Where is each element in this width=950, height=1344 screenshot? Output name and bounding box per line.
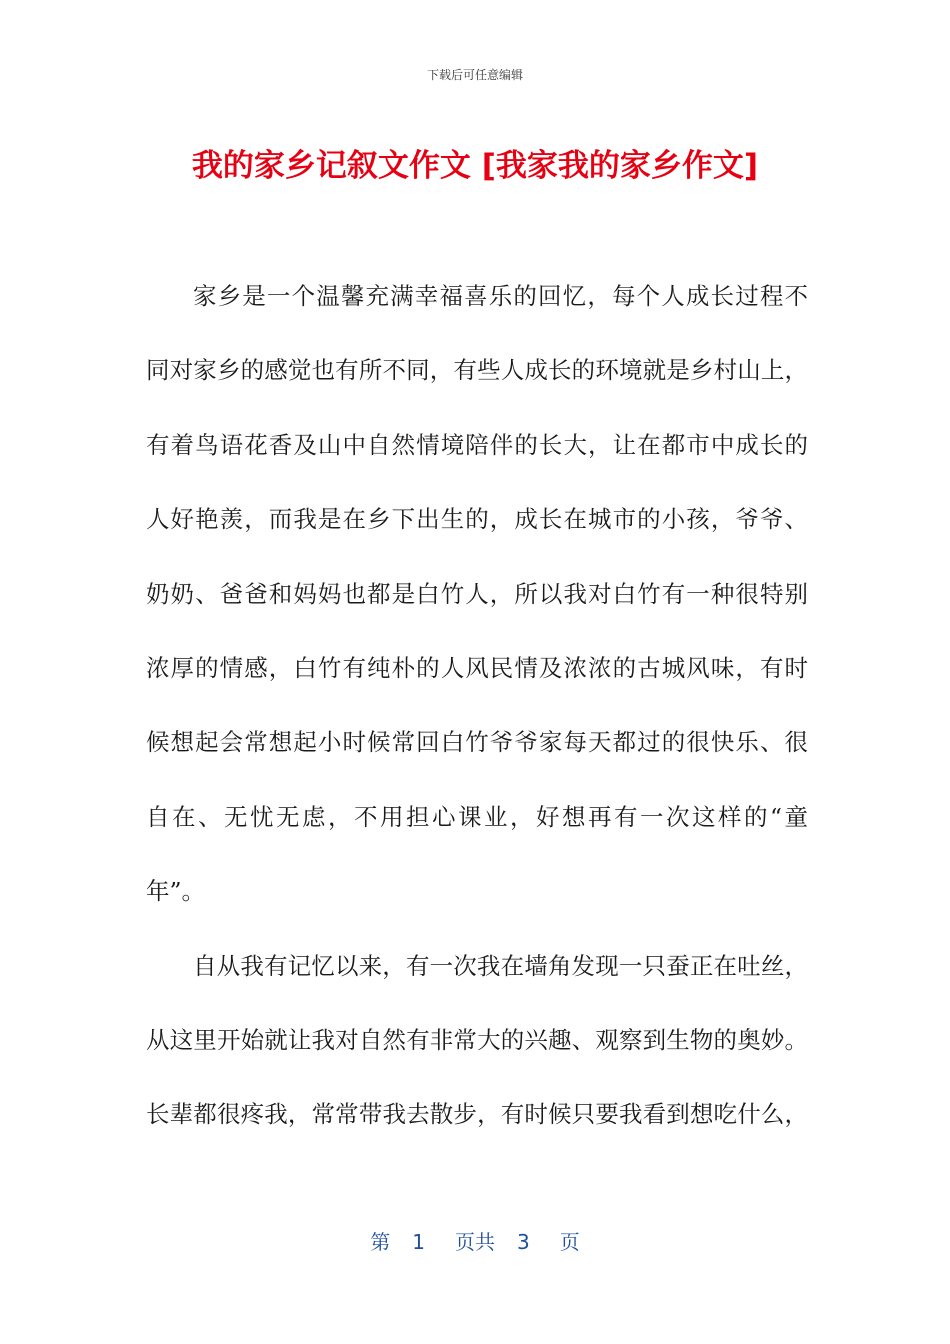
paragraph-line: 有着鸟语花香及山中自然情境陪伴的长大，让在都市中成长的 bbox=[146, 430, 808, 459]
paragraph-line: 长辈都很疼我，常常带我去散步，有时候只要我看到想吃什么， bbox=[146, 1100, 808, 1129]
document-title: 我的家乡记叙文作文 [我家我的家乡作文] bbox=[191, 148, 759, 184]
paragraph-line: 从这里开始就让我对自然有非常大的兴趣、观察到生物的奥妙。 bbox=[146, 1025, 808, 1054]
current-page-number: 1 bbox=[412, 1230, 425, 1254]
paragraph-line: 奶奶、爸爸和妈妈也都是白竹人，所以我对白竹有一种很特别 bbox=[146, 579, 808, 608]
paragraph-line: 家乡是一个温馨充满幸福喜乐的回忆，每个人成长过程不 bbox=[193, 282, 808, 310]
paragraph-line: 候想起会常想起小时候常回白竹爷爷家每天都过的很快乐、很 bbox=[146, 728, 808, 757]
paragraph-line: 自从我有记忆以来，有一次我在墙角发现一只蚕正在吐丝， bbox=[193, 951, 808, 980]
page-suffix: 页 bbox=[559, 1230, 580, 1254]
page-mid-label: 页共 bbox=[455, 1230, 495, 1254]
paragraph-line: 浓厚的情感，白竹有纯朴的人风民情及浓浓的古城风味，有时 bbox=[146, 653, 808, 682]
total-pages-number: 3 bbox=[517, 1230, 530, 1254]
paragraph-line: 人好艳羡，而我是在乡下出生的，成长在城市的小孩，爷爷、 bbox=[146, 505, 808, 534]
page-footer bbox=[0, 1226, 950, 1255]
document-body bbox=[146, 264, 808, 1157]
page-prefix: 第 bbox=[370, 1230, 391, 1254]
header-note: 下载后可任意编辑 bbox=[426, 68, 523, 82]
paragraph-line: 自在、无忧无虑，不用担心课业，好想再有一次这样的“童 bbox=[146, 802, 808, 831]
paragraph-line: 年”。 bbox=[146, 877, 206, 906]
paragraph-line: 同对家乡的感觉也有所不同，有些人成长的环境就是乡村山上， bbox=[146, 356, 808, 385]
